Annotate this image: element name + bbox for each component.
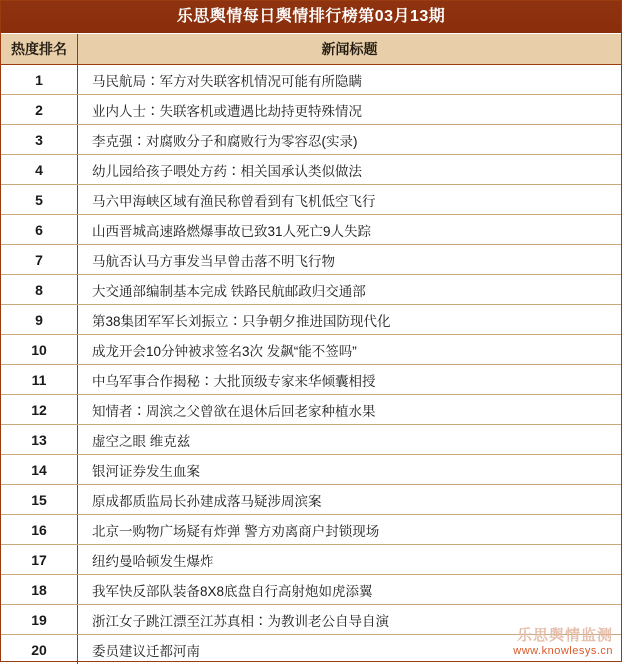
title-cell: 大交通部编制基本完成 铁路民航邮政归交通部 (92, 283, 366, 299)
table-row (1, 155, 621, 185)
rank-cell: 18 (1, 575, 78, 604)
table-row (1, 275, 621, 305)
column-header-title: 新闻标题 (321, 41, 378, 57)
rank-cell: 3 (1, 125, 78, 154)
title-cell: 李克强∶对腐败分子和腐败行为零容忍(实录) (92, 133, 358, 149)
table-row (1, 515, 621, 545)
title-cell: 我军快反部队装备8X8底盘自行高射炮如虎添翼 (92, 583, 373, 599)
table-row (1, 95, 621, 125)
title-cell: 知情者∶周滨之父曾欲在退休后回老家种植水果 (92, 403, 376, 419)
column-header-rank: 热度排名 (1, 34, 78, 64)
banner (1, 1, 621, 34)
table-row (1, 335, 621, 365)
title-cell: 幼儿园给孩子喂处方药∶相关国承认类似做法 (92, 163, 362, 179)
rank-cell: 1 (1, 65, 78, 94)
rank-cell: 8 (1, 275, 78, 304)
table-body (1, 65, 621, 664)
rank-cell: 17 (1, 545, 78, 574)
table-row (1, 575, 621, 605)
rank-cell: 16 (1, 515, 78, 544)
table-row (1, 395, 621, 425)
title-cell: 成龙开会10分钟被求签名3次 发飙“能不签吗” (92, 343, 357, 359)
title-cell: 纽约曼哈顿发生爆炸 (92, 553, 214, 569)
title-cell: 中乌军事合作揭秘∶大批顶级专家来华倾囊相授 (92, 373, 376, 389)
table-row (1, 185, 621, 215)
table-row (1, 485, 621, 515)
watermark-url: www.knowlesys.cn (513, 644, 613, 657)
rank-cell: 20 (1, 635, 78, 664)
table-row (1, 365, 621, 395)
table-row (1, 125, 621, 155)
rank-cell: 6 (1, 215, 78, 244)
table-row (1, 635, 621, 664)
rank-cell: 14 (1, 455, 78, 484)
title-cell: 马六甲海峡区域有渔民称曾看到有飞机低空飞行 (92, 193, 376, 209)
rank-cell: 15 (1, 485, 78, 514)
rank-cell: 19 (1, 605, 78, 634)
title-cell: 山西晋城高速路燃爆事故已致31人死亡9人失踪 (92, 223, 372, 239)
table-row (1, 545, 621, 575)
rank-cell: 2 (1, 95, 78, 124)
title-cell: 马航否认马方事发当早曾击落不明飞行物 (92, 253, 335, 269)
title-cell: 马民航局∶军方对失联客机情况可能有所隐瞒 (92, 73, 362, 89)
table-row (1, 455, 621, 485)
title-cell: 第38集团军军长刘振立∶只争朝夕推进国防现代化 (92, 313, 391, 329)
rank-cell: 7 (1, 245, 78, 274)
rank-cell: 4 (1, 155, 78, 184)
table-row (1, 65, 621, 95)
title-cell: 业内人士∶失联客机或遭遇比劫持更特殊情况 (92, 103, 362, 119)
title-cell: 虚空之眼 维克兹 (92, 433, 191, 449)
table-row (1, 215, 621, 245)
title-cell: 委员建议迁都河南 (92, 643, 200, 659)
rank-cell: 10 (1, 335, 78, 364)
rank-cell: 13 (1, 425, 78, 454)
table-row (1, 245, 621, 275)
rank-cell: 11 (1, 365, 78, 394)
page-title: 乐思舆情每日舆情排行榜第03月13期 (176, 8, 446, 25)
table-row (1, 605, 621, 635)
title-cell: 浙江女子跳江漂至江苏真相∶为教训老公自导自演 (92, 613, 389, 629)
title-cell: 北京一购物广场疑有炸弹 警方劝离商户封锁现场 (92, 523, 380, 539)
watermark-brand: 乐思舆情监测 (516, 627, 613, 645)
table-row (1, 425, 621, 455)
rank-cell: 12 (1, 395, 78, 424)
rank-cell: 5 (1, 185, 78, 214)
rank-cell: 9 (1, 305, 78, 334)
table-header (1, 34, 621, 65)
table-row (1, 305, 621, 335)
title-cell: 银河证券发生血案 (92, 463, 200, 479)
title-cell: 原成都质监局长孙建成落马疑涉周滨案 (92, 493, 322, 509)
